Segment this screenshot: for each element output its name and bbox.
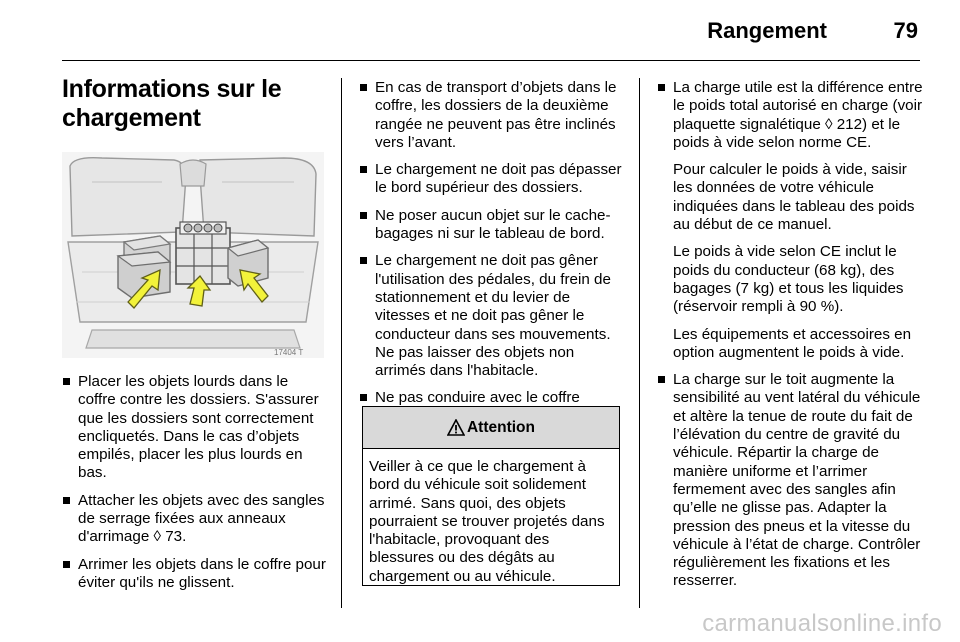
watermark: carmanualsonline.info bbox=[702, 610, 942, 637]
list-item: Attacher les objets avec des sangles de serrage fixées aux anneaux d'arrimage ◊ 73. bbox=[62, 492, 327, 547]
paragraph: Pour calculer le poids à vide, saisir les données de votre véhicule indiquées dans le tableau des poids au début de ce manuel. bbox=[673, 161, 915, 234]
page-header-title: Rangement bbox=[707, 18, 827, 43]
warning-text: Veiller à ce que le chargement à bord du véhicule soit solidement arrimé. Sans quoi, des objets pourraient se trouver projetés dans l'habitacle, provoquant des blessures ou des dégâts au chargement ou au véhicule. bbox=[369, 458, 605, 585]
list-item: Ne poser aucun objet sur le cache-bagages ni sur le tableau de bord. bbox=[359, 207, 625, 244]
column-3 bbox=[657, 79, 923, 600]
column-divider-2 bbox=[639, 78, 640, 608]
list-item: La charge utile est la différence entre le poids total autorisé en charge (voir plaquette signalétique ◊ 212) et le poids à vide selon norme CE. bbox=[657, 79, 923, 152]
header-divider bbox=[62, 60, 920, 61]
list-item: Le chargement ne doit pas dépasser le bord supérieur des dossiers. bbox=[359, 161, 625, 198]
column-divider-1 bbox=[341, 78, 342, 608]
figure-code: 17404 T bbox=[274, 348, 304, 357]
list-item: Ne pas conduire avec le coffre bbox=[359, 389, 625, 426]
list-item: Le chargement ne doit pas gêner l'utilisation des pédales, du frein de stationnement et du levier de vitesses et ne doit pas gêner le conducteur dans ses mouvements. Ne pas laisser des objets non arrimés dans l'habitacle. bbox=[359, 252, 625, 380]
list-item: En cas de transport d’objets dans le coffre, les dossiers de la deuxième rangée ne peuvent pas être inclinés vers l’avant. bbox=[359, 79, 625, 152]
section-title: Informations sur le chargement bbox=[62, 75, 282, 132]
list-item: La charge sur le toit augmente la sensibilité au vent latéral du véhicule et altère la tenue de route du fait de l’élévation du centre de gravité du véhicule. Répartir la charge de manière uniforme et l’arrimer fermement avec des sangles afin qu’elle ne glisse pas. Adapter la pression des pneus et la vitesse du véhicule à l’état de charge. Contrôler régulièrement les fixations et les resserrer. bbox=[657, 371, 923, 591]
list-item: Placer les objets lourds dans le coffre contre les dossiers. S'assurer que les dossiers sont correctement encliquetés. Dans le cas d’objets empilés, placer les plus lourds en bas. bbox=[62, 373, 327, 483]
warning-header bbox=[363, 407, 619, 449]
list-item: Arrimer les objets dans le coffre pour éviter qu'ils ne glissent. bbox=[62, 556, 327, 593]
page-number: 79 bbox=[893, 18, 918, 43]
cargo-illustration bbox=[62, 152, 324, 358]
warning-triangle-icon bbox=[447, 419, 465, 436]
column-1 bbox=[62, 373, 327, 601]
paragraph: Le poids à vide selon CE inclut le poids du conducteur (68 kg), des bagages (7 kg) et tous les liquides (réservoir rempli à 90 %). bbox=[673, 243, 904, 316]
paragraph: Les équipements et accessoires en option augmentent le poids à vide. bbox=[673, 325, 912, 361]
warning-box bbox=[362, 406, 620, 586]
column-2 bbox=[359, 79, 625, 435]
warning-title: Attention bbox=[466, 418, 535, 436]
